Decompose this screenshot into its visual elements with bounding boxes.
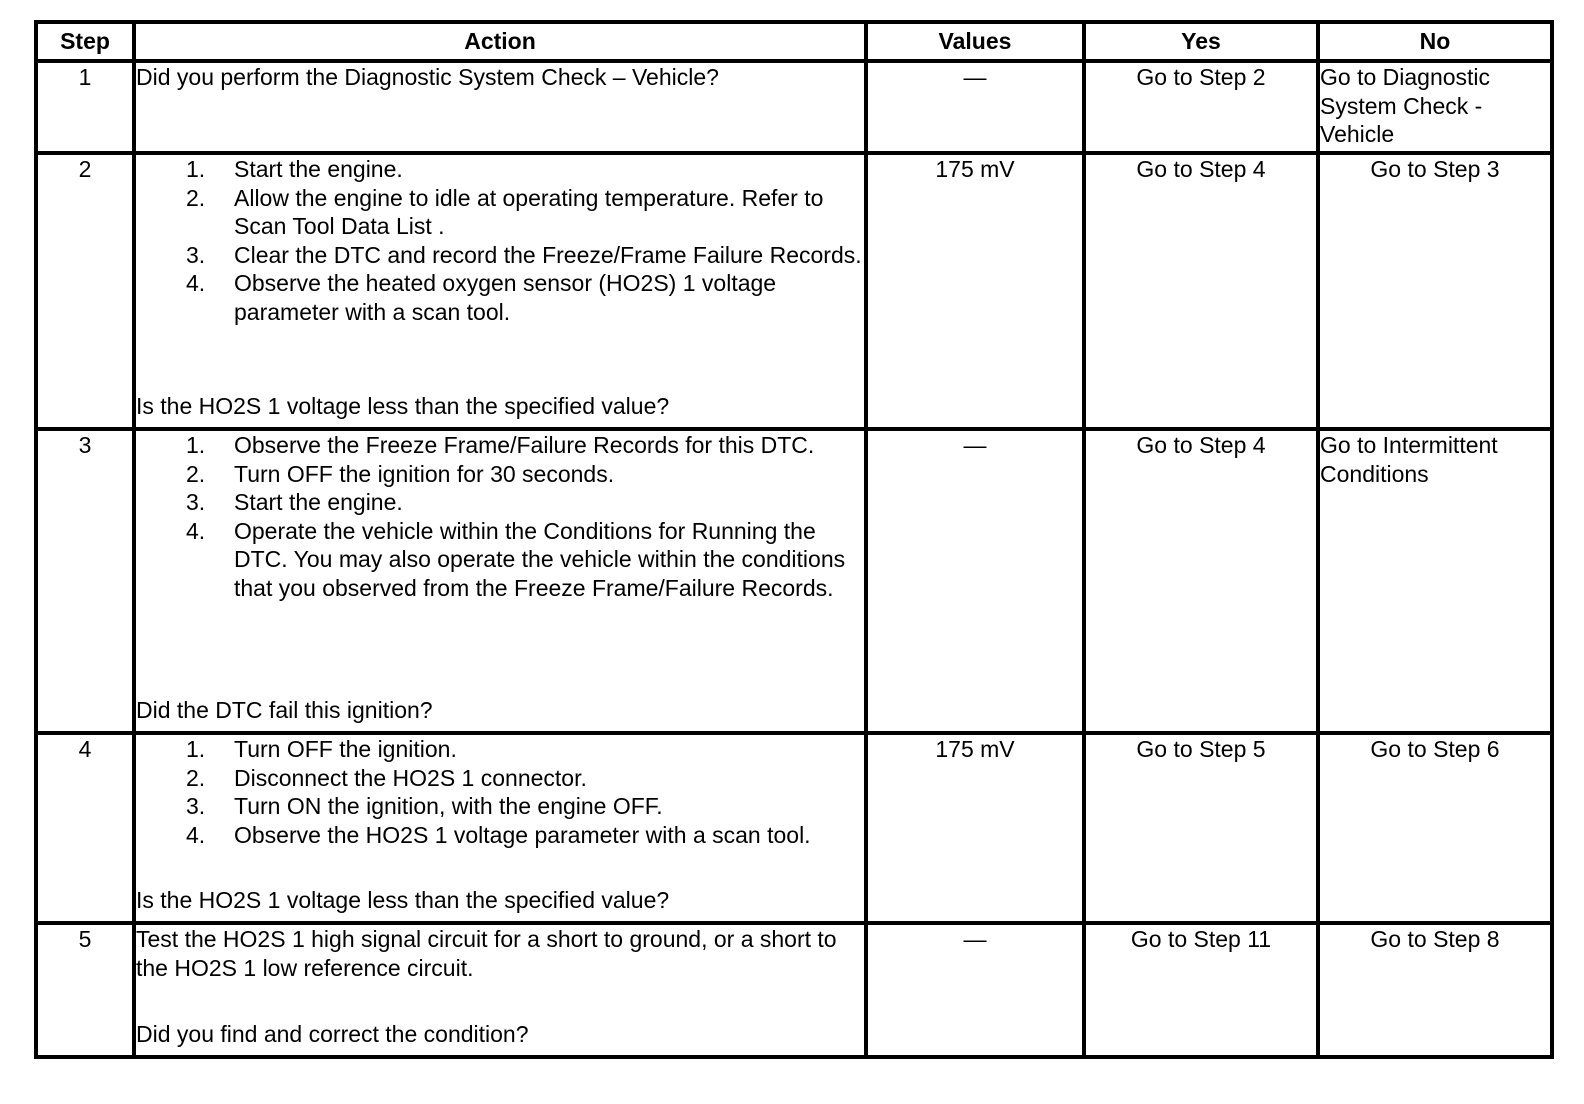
list-item: 1. Observe the Freeze Frame/Failure Records for this DTC. — [186, 432, 815, 458]
no-link[interactable]: Go to Step 3 — [1318, 153, 1552, 429]
diagnostic-table — [34, 20, 1554, 1059]
action-cell — [134, 733, 866, 923]
yes-link[interactable]: Go to Step 11 — [1084, 923, 1318, 1057]
list-item: 4. Observe the heated oxygen sensor (HO2S) 1 voltage parameter with a scan tool. — [186, 270, 777, 325]
table-row — [36, 923, 1552, 1057]
action-text: Test the HO2S 1 high signal circuit for a short to ground, or a short to the HO2S 1 low reference circuit. — [136, 926, 837, 981]
no-link[interactable]: Go to Step 6 — [1318, 733, 1552, 923]
yes-link[interactable]: Go to Step 5 — [1084, 733, 1318, 923]
no-link[interactable]: Go to Diagnostic System Check - Vehicle — [1318, 61, 1552, 153]
header-action: Action — [134, 22, 866, 61]
header-no: No — [1318, 22, 1552, 61]
header-row — [36, 22, 1552, 61]
list-item: 2. Turn OFF the ignition for 30 seconds. — [186, 460, 615, 487]
action-cell — [134, 61, 866, 153]
header-yes: Yes — [1084, 22, 1318, 61]
list-item: 1. Start the engine. — [186, 156, 403, 182]
yes-link[interactable]: Go to Step 2 — [1084, 61, 1318, 153]
list-item: 3. Clear the DTC and record the Freeze/Frame Failure Records. — [186, 241, 862, 268]
step-number: 2 — [36, 153, 134, 429]
yes-link[interactable]: Go to Step 4 — [1084, 153, 1318, 429]
table-row — [36, 153, 1552, 429]
header-values: Values — [866, 22, 1084, 61]
step-number: 5 — [36, 923, 134, 1057]
action-text: Did you perform the Diagnostic System Check – Vehicle? — [136, 64, 719, 90]
step-number: 1 — [36, 61, 134, 153]
value-cell: — — [866, 923, 1084, 1057]
list-item: 3. Turn ON the ignition, with the engine OFF. — [186, 793, 663, 820]
action-cell — [134, 153, 866, 429]
list-item: 4. Operate the vehicle within the Conditions for Running the DTC. You may also operate the vehicle within the conditions that you observed from the Freeze Frame/Failure Records. — [186, 517, 846, 601]
value-cell: — — [866, 429, 1084, 733]
value-cell: 175 mV — [866, 733, 1084, 923]
list-item: 3. Start the engine. — [186, 489, 403, 516]
yes-link[interactable]: Go to Step 4 — [1084, 429, 1318, 733]
list-item: 4. Observe the HO2S 1 voltage parameter with a scan tool. — [186, 821, 811, 848]
question-text: Is the HO2S 1 voltage less than the specified value? — [136, 393, 670, 420]
question-text: Did the DTC fail this ignition? — [136, 697, 433, 724]
procedure-list — [136, 735, 864, 849]
question-text: Did you find and correct the condition? — [136, 1021, 529, 1048]
list-item: 2. Allow the engine to idle at operating temperature. Refer to Scan Tool Data List . — [186, 184, 824, 240]
table-row — [36, 61, 1552, 153]
list-item: 1. Turn OFF the ignition. — [186, 736, 457, 762]
value-cell: — — [866, 61, 1084, 153]
value-cell: 175 mV — [866, 153, 1084, 429]
no-link[interactable]: Go to Intermittent Conditions — [1318, 429, 1552, 733]
step-number: 4 — [36, 733, 134, 923]
no-link[interactable]: Go to Step 8 — [1318, 923, 1552, 1057]
procedure-list — [136, 155, 864, 327]
table-row — [36, 733, 1552, 923]
step-number: 3 — [36, 429, 134, 733]
list-item: 2. Disconnect the HO2S 1 connector. — [186, 764, 587, 791]
action-cell — [134, 429, 866, 733]
question-text: Is the HO2S 1 voltage less than the specified value? — [136, 887, 670, 914]
procedure-list — [136, 431, 864, 603]
header-step: Step — [36, 22, 134, 61]
action-cell — [134, 923, 866, 1057]
table-row — [36, 429, 1552, 733]
